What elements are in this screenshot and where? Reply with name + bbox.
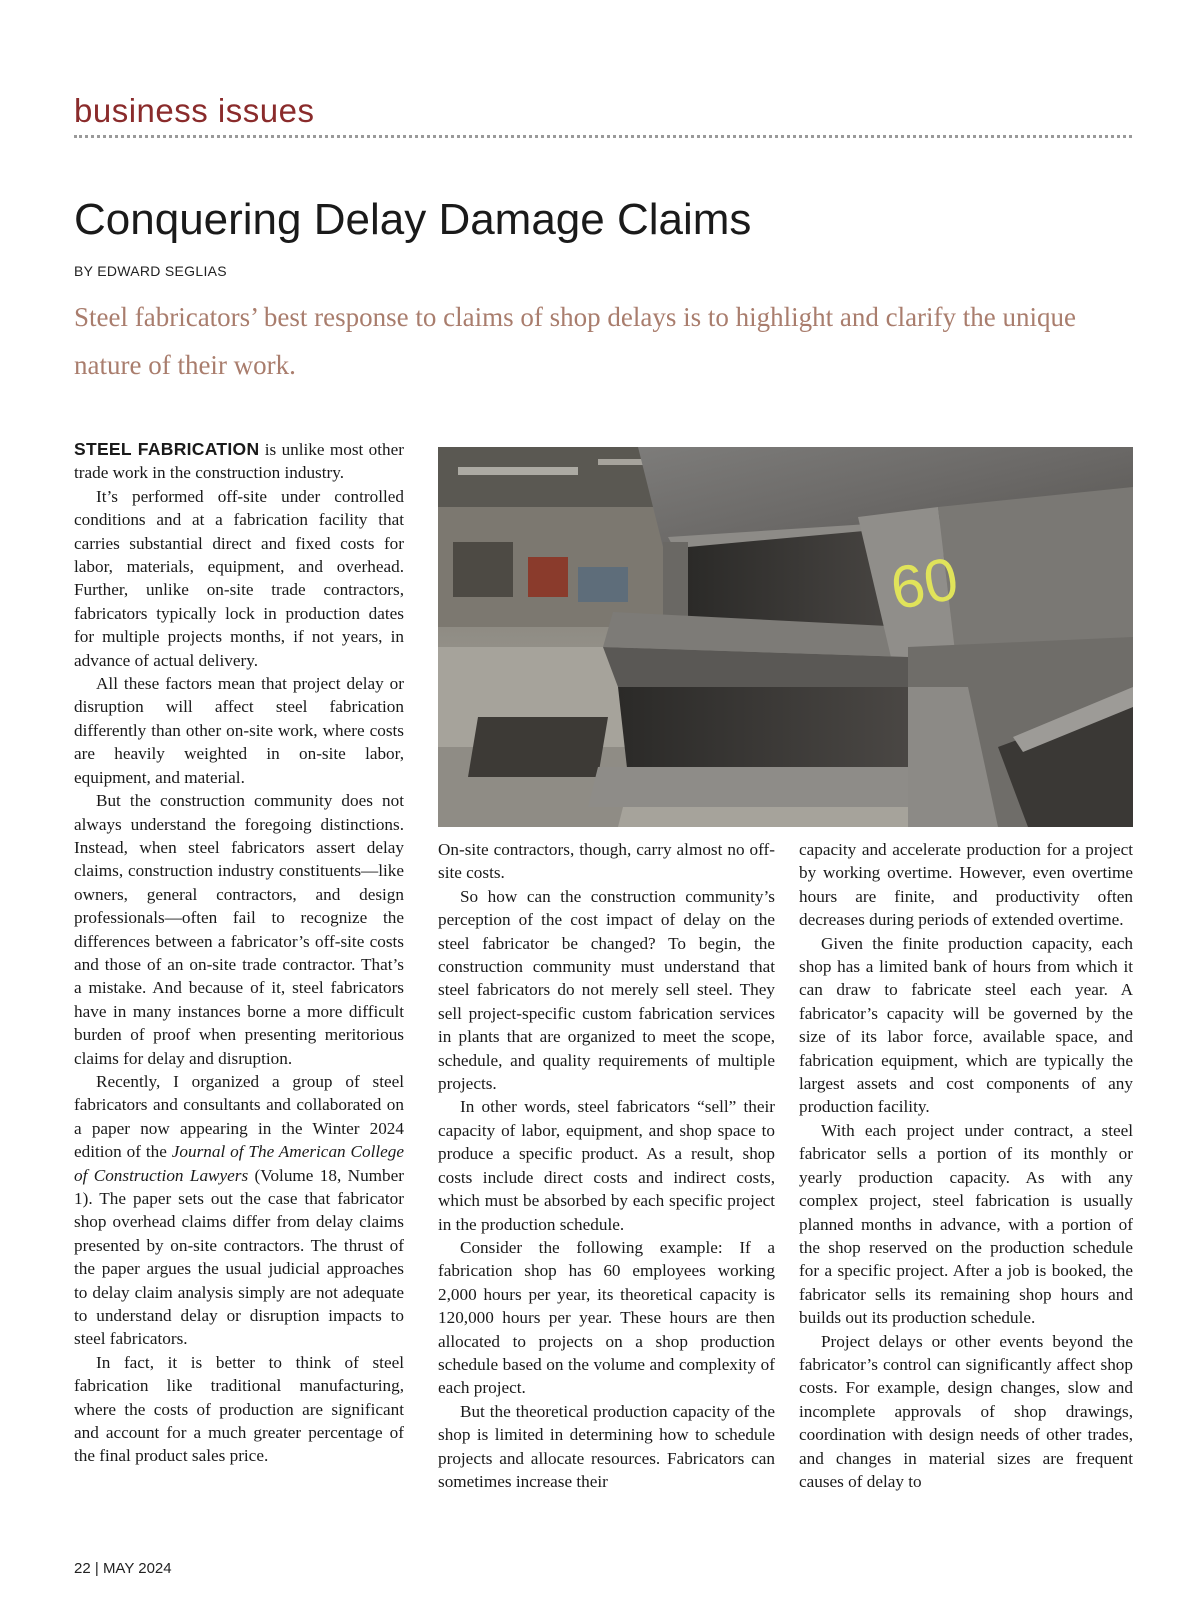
col1-paragraph: But the construction community does not always understand the foregoing distinctions. Instead, when steel fabricators assert delay claims, construction industry constituents—like owners, general contractors, and design professionals—often fail to recognize the differences between a fabricator’s off-site costs and those of an on-site trade contractor. That’s a mistake. And because of it, steel fabricators have in many instances borne a more difficult burden of proof when presenting meritorious claims for delay and disruption. <box>74 791 404 1068</box>
col2-paragraph: So how can the construction community’s perception of the cost impact of delay on the steel fabricator be changed? To begin, the construction community must understand that steel fabricators do not merely sell steel. They sell project-specific custom fabrication services in plants that are organized to meet the scope, schedule, and quality requirements of multiple projects. <box>438 886 775 1094</box>
col1-paragraph: All these factors mean that project delay or disruption will affect steel fabrication differently than other on-site work, where costs are heavily weighted in on-site labor, equipment, and material. <box>74 674 404 787</box>
lead-in: STEEL FABRICATION <box>74 439 260 459</box>
col1-paragraph: It’s performed off-site under controlled conditions and at a fabrication facility that carries substantial direct and fixed costs for labor, materials, equipment, and overhead. Further, unlike on-site trade contractors, fabricators typically lock in production dates for multiple projects months, if not years, in advance of actual delivery. <box>74 486 404 670</box>
col2-paragraph: But the theoretical production capacity of the shop is limited in determining how to schedule projects and allocate resources. Fabricators can sometimes increase their <box>438 1401 775 1491</box>
column-1 <box>74 438 404 1468</box>
col3-paragraph: Project delays or other events beyond the fabricator’s control can significantly affect shop costs. For example, design changes, slow and incomplete approvals of shop drawings, coordination with design needs of other trades, and changes in material sizes are frequent causes of delay to <box>799 1331 1133 1491</box>
col3-paragraph: capacity and accelerate production for a project by working overtime. However, even overtime hours are finite, and productivity often decreases during periods of extended overtime. <box>799 840 1133 930</box>
col2-paragraph: In other words, steel fabricators “sell” their capacity of labor, equipment, and shop space to produce a specific product. As a result, shop costs include direct costs and indirect costs, which must be absorbed by each specific project in the production schedule. <box>438 1097 775 1234</box>
article-deck: Steel fabricators’ best response to claims of shop delays is to highlight and clarify the unique nature of their work. <box>74 302 1077 380</box>
col1-p1-text: is unlike most other trade work in the construction industry. <box>74 440 404 483</box>
column-3 <box>799 838 1133 1493</box>
steel-beams-photo <box>438 447 1133 827</box>
column-2 <box>438 838 775 1493</box>
beam-marking-text: 60 <box>885 544 963 623</box>
col3-paragraph: Given the finite production capacity, each shop has a limited bank of hours from which it can draw to fabricate steel each year. A fabricator’s capacity will be governed by the size of its labor force, available space, and fabrication equipment, which are typically the largest assets and cost components of any production facility. <box>799 933 1133 1117</box>
section-label: business issues <box>74 92 315 129</box>
page-footer <box>74 1560 172 1577</box>
dotted-divider <box>74 135 1132 138</box>
journal-citation: Journal of The American College of Construction Lawyers <box>74 1142 404 1185</box>
footer-separator: | <box>94 1560 99 1577</box>
col1-p5-text-a: Recently, I organized a group of steel fabricators and consultants and collaborated on a paper now appearing in the Winter 2024 edition of the <box>74 1071 404 1162</box>
col1-paragraph <box>74 438 404 485</box>
issue-date: MAY 2024 <box>102 1560 172 1577</box>
byline: BY EDWARD SEGLIAS <box>74 263 227 279</box>
col1-paragraph <box>74 1070 404 1351</box>
page-number: 22 <box>74 1560 91 1577</box>
article-title: Conquering Delay Damage Claims <box>74 195 752 244</box>
col2-paragraph: On-site contractors, though, carry almost no off-site costs. <box>438 840 775 883</box>
col3-paragraph: With each project under contract, a steel fabricator sells a portion of its monthly or yearly production capacity. As with any complex project, steel fabrication is usually planned months in advance, with a portion of the shop reserved on the production schedule for a specific project. After a job is booked, the fabricator sells its remaining shop hours and builds out its production schedule. <box>799 1120 1133 1328</box>
col1-paragraph: In fact, it is better to think of steel fabrication like traditional manufacturing, where the costs of production are significant and account for a much greater percentage of the final product sales price. <box>74 1352 404 1466</box>
col1-p5-text-b: (Volume 18, Number 1). The paper sets out the case that fabricator shop overhead claims differ from delay claims presented by on-site contractors. The thrust of the paper argues the usual judicial approaches to delay claim analysis simply are not adequate to understand delay or disruption impacts to steel fabricators. <box>74 1165 404 1349</box>
col2-paragraph: Consider the following example: If a fabrication shop has 60 employees working 2,000 hours per year, its theoretical capacity is 120,000 hours per year. These hours are then allocated to projects on a shop production schedule based on the volume and complexity of each project. <box>438 1237 775 1398</box>
